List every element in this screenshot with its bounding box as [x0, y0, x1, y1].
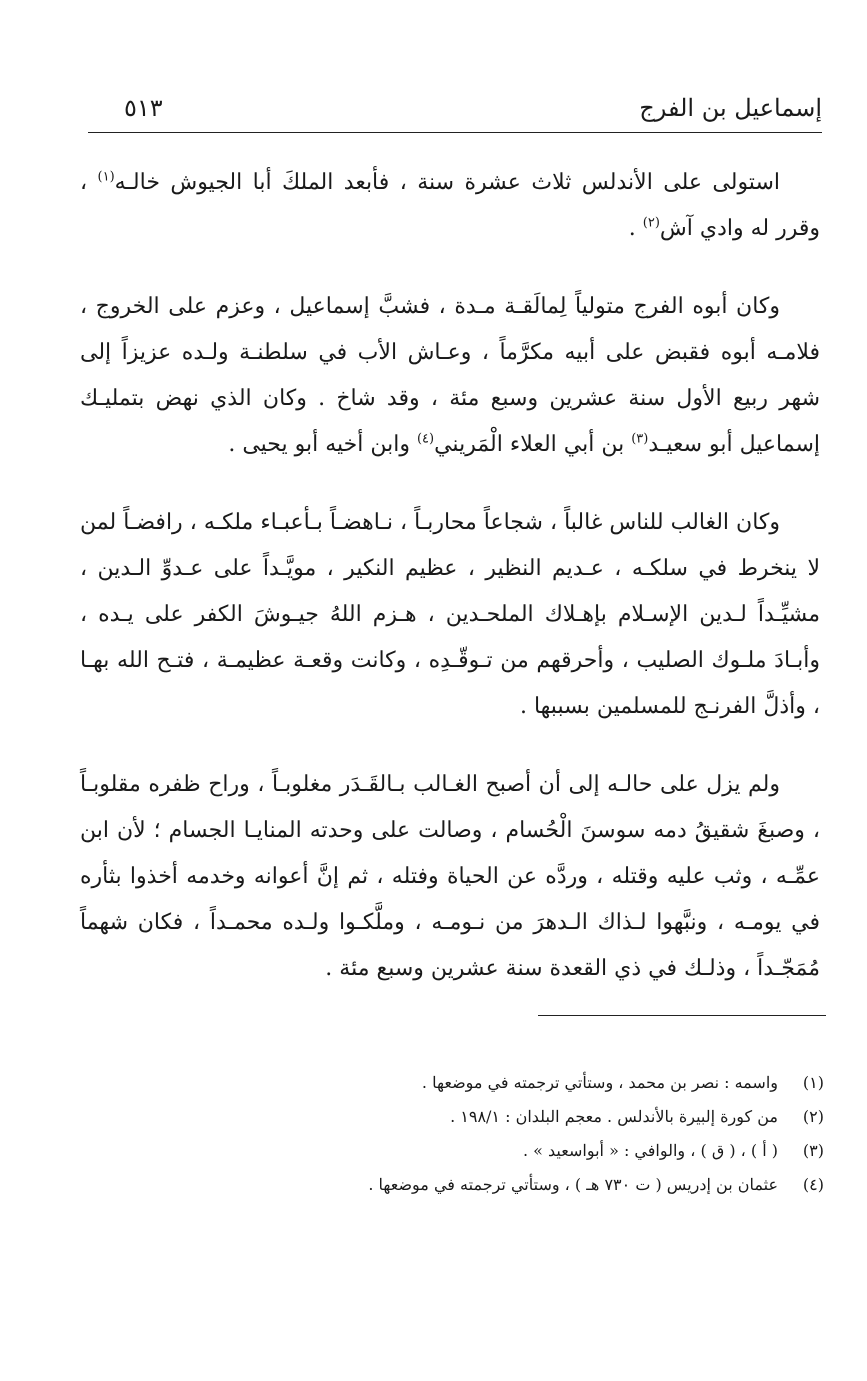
paragraph-text: وكان أبوه الفرج متولياً لِمالَقـة مـدة ، فشبَّ إسماعيل ، وعزم على الخروج ، فلامـه أبوه فقبض على أبيه مكرَّماً ، وعـاش الأب في سلطنـة ولـده عزيزاً إلى شهر ربيع الأول سنة عشرين وسبع مئة ، وقد شاخ . وكان الذي نهض بتمليـك إسماعيل أبو سعيـد	[80, 294, 820, 457]
footnote-number: (٢)	[802, 1107, 824, 1126]
footnote-number: (٣)	[802, 1141, 824, 1160]
page-header	[88, 92, 822, 133]
footnote-ref: (٢)	[642, 215, 660, 231]
footnote-text: عثمان بن إدريس ( ت ٧٣٠ هـ ) ، وستأتي ترجمته في موضعها .	[368, 1175, 778, 1194]
paragraph-4	[80, 762, 820, 992]
body-text	[80, 160, 820, 1024]
running-title: إسماعيل بن الفرج	[639, 94, 822, 122]
paragraph-2	[80, 284, 820, 468]
footnote-ref: (٣)	[631, 431, 649, 447]
footnote-item	[200, 1100, 824, 1134]
paragraph-text: وكان الغالب للناس غالباً ، شجاعاً محاربـاً ، نـاهضـاً بـأعبـاء ملكـه ، رافضـاً لمن لا ينخرط في سلكـه ، عـديم النظير ، عظيم النكير ، مويَّـداً على عـدوِّ الـدين ، مشيِّـداً لـدين الإسـلام بإهـلاك الملحـدين ، هـزم اللهُ جيـوشَ الكفر على يـده ، وأبـادَ ملـوك الصليب ، وأحرقهم من تـوقّـدِه ، وكانت وقعـة عظيمـة ، فتـح الله بهـا ، وأذلَّ الفرنـج للمسلمين بسببها .	[80, 510, 820, 719]
paragraph-text: ولم يزل على حالـه إلى أن أصبح الغـالب بـالقَـدَر مغلوبـاً ، وراح ظفره مقلوبـاً ، وصبغَ شقيقُ دمه سوسنَ الْحُسام ، وصالت على وحدته المنايـا الجسام ؛ لأن ابن عمِّـه ، وثب عليه وقتله ، وردَّه عن الحياة وفتله ، ثم إنَّ أعوانه وخدمه أخذوا بثأره في يومـه ، ونبَّهوا لـذاك الـدهرَ من نـومـه ، وملَّكـوا ولـده محمـداً ، فكان شهماً مُمَجّـداً ، وذلـك في ذي القعدة سنة عشرين وسبع مئة .	[80, 772, 821, 981]
footnote-text: من كورة إلبيرة بالأندلس . معجم البلدان : ١٩٨/١ .	[450, 1107, 778, 1126]
footnotes	[200, 1066, 824, 1202]
page-number: ٥١٣	[124, 94, 163, 122]
footnote-number: (١)	[802, 1073, 824, 1092]
paragraph-text: استولى على الأندلس ثلاث عشرة سنة ، فأبعد الملكَ أبا الجيوش خالـه	[114, 170, 780, 195]
footnote-text: واسمه : نصر بن محمد ، وستأتي ترجمته في موضعها .	[421, 1073, 778, 1092]
footnote-ref: (١)	[97, 169, 115, 185]
footnote-ref: (٤)	[416, 431, 435, 447]
footnote-separator	[538, 1015, 826, 1016]
footnote-number: (٤)	[802, 1175, 824, 1194]
footnote-item	[200, 1134, 824, 1168]
footnote-text: ( أ ) ، ( ق ) ، والوافي : « أبواسعيد » .	[522, 1141, 778, 1160]
paragraph-text: .	[628, 216, 643, 241]
paragraph-1	[80, 160, 820, 252]
paragraph-3	[80, 500, 820, 730]
paragraph-text: ، وقرر له وادي آش	[80, 170, 820, 241]
footnote-item	[200, 1066, 824, 1100]
paragraph-text: بن أبي العلاء الْمَريني	[434, 432, 632, 457]
footnote-item	[200, 1168, 824, 1202]
paragraph-text: وابن أخيه أبو يحيى .	[228, 432, 417, 457]
